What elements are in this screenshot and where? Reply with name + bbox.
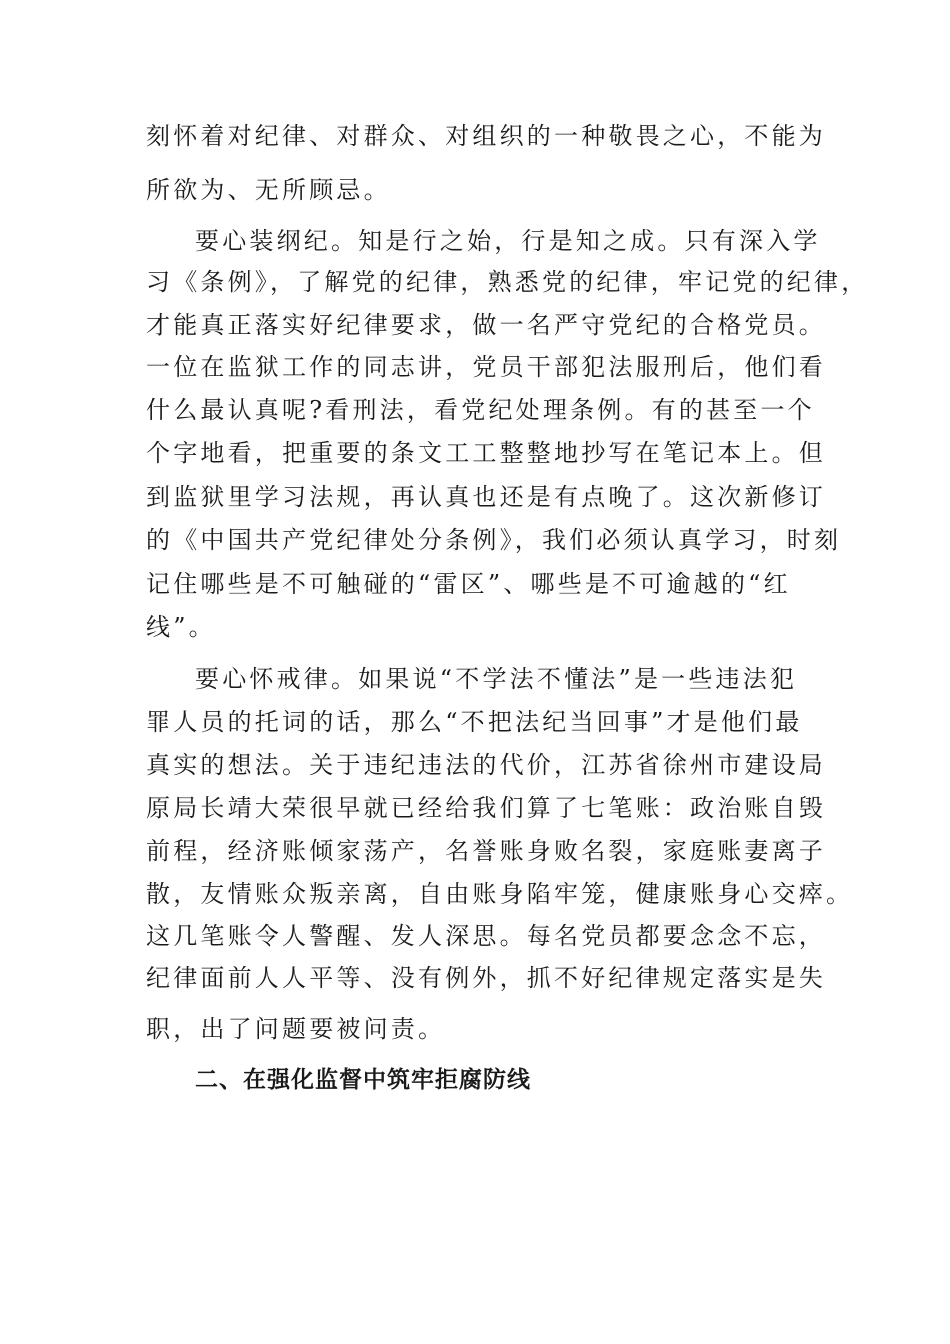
text-line: 记住哪些是不可触碰的“雷区”、哪些是不可逾越的“红: [146, 570, 791, 598]
text-line: 所欲为、无所顾忌。: [146, 176, 391, 204]
text-line: 到监狱里学习法规，再认真也还是有点晚了。这次新修订: [146, 483, 826, 511]
text-line: 刻怀着对纪律、对群众、对组织的一种敬畏之心，不能为: [146, 122, 826, 150]
text-line: 什么最认真呢?看刑法，看党纪处理条例。有的甚至一个: [146, 396, 815, 424]
text-line: 要心怀戒律。如果说“不学法不懂法”是一些违法犯: [195, 665, 798, 693]
text-line: 这几笔账令人警醒、发人深思。每名党员都要念念不忘，: [146, 922, 826, 950]
text-line: 原局长靖大荣很早就已经给我们算了七笔账：政治账自毁: [146, 794, 826, 822]
text-line: 真实的想法。关于违纪违法的代价，江苏省徐州市建设局: [146, 751, 826, 779]
text-line: 职，出了问题要被问责。: [146, 1015, 446, 1043]
text-line: 纪律面前人人平等、没有例外，抓不好纪律规定落实是失: [146, 964, 826, 992]
text-line: 才能真正落实好纪律要求，做一名严守党纪的合格党员。: [146, 311, 826, 339]
text-line: 前程，经济账倾家荡产，名誉账身败名裂，家庭账妻离子: [146, 837, 826, 865]
text-line: 个字地看，把重要的条文工工整整地抄写在笔记本上。但: [146, 439, 826, 467]
text-line: 习《条例》，了解党的纪律，熟悉党的纪律，牢记党的纪律，: [146, 268, 869, 296]
text-line: 的《中国共产党纪律处分条例》，我们必须认真学习，时刻: [146, 526, 842, 554]
text-line: 罪人员的托词的话，那么“不把法纪当回事”才是他们最: [146, 708, 803, 736]
section-heading: 二、在强化监督中筑牢拒腐防线: [195, 1067, 531, 1093]
text-line: 线”。: [146, 613, 216, 641]
text-line: 要心装纲纪。知是行之始，行是知之成。只有深入学: [195, 227, 821, 255]
text-line: 一位在监狱工作的同志讲，党员干部犯法服刑后，他们看: [146, 353, 826, 381]
text-line: 散，友情账众叛亲离，自由账身陷牢笼，健康账身心交瘁。: [146, 880, 854, 908]
